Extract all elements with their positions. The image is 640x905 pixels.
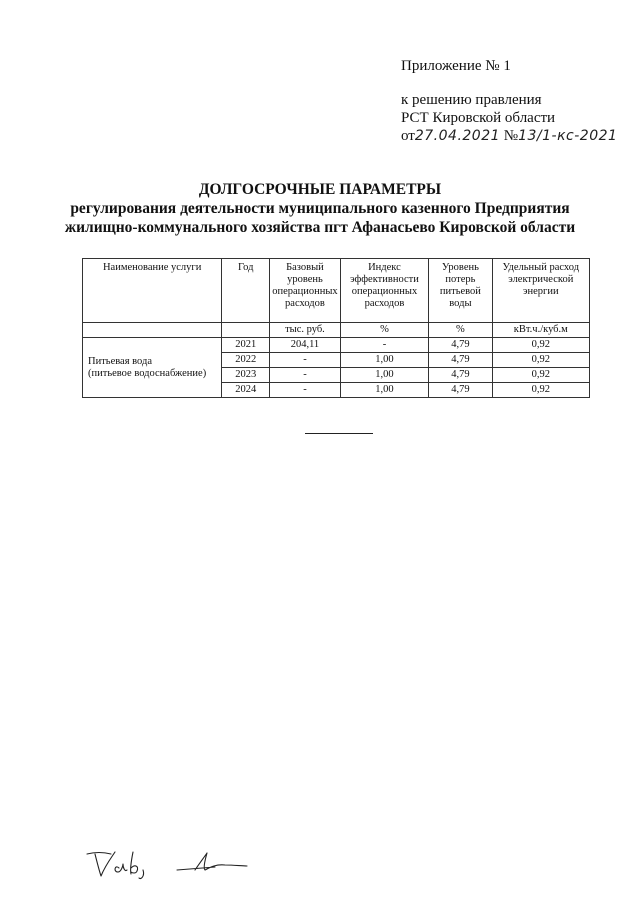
header-year: Год	[222, 259, 270, 323]
title-line-2: регулирования деятельности муниципального казенного Предприятия	[70, 200, 570, 217]
cell-loss: 4,79	[429, 338, 492, 353]
service-line-2: (питьевое водоснабжение)	[88, 367, 207, 379]
header-energy: Удельный расход электрической энергии	[492, 259, 589, 323]
unit-empty	[222, 323, 270, 338]
cell-energy: 0,92	[492, 353, 589, 368]
handwritten-number: 13/1-кс-2021	[518, 128, 618, 144]
decision-date-line	[401, 127, 617, 145]
cell-year: 2022	[222, 353, 270, 368]
cell-loss: 4,79	[429, 353, 492, 368]
service-line-1: Питьевая вода	[88, 355, 153, 367]
header-service: Наименование услуги	[83, 259, 222, 323]
cell-year: 2024	[222, 383, 270, 398]
cell-base: -	[270, 353, 340, 368]
table-row	[83, 338, 590, 353]
service-name	[83, 338, 222, 398]
decision-block	[401, 91, 617, 145]
cell-base: 204,11	[270, 338, 340, 353]
unit-loss: %	[429, 323, 492, 338]
handwritten-date: 27.04.2021	[414, 128, 501, 144]
signature-icon	[85, 848, 255, 880]
decision-line-1: к решению правления	[401, 92, 542, 108]
cell-index: -	[340, 338, 429, 353]
header-base: Базовый уровень операционных расходов	[270, 259, 340, 323]
cell-energy: 0,92	[492, 383, 589, 398]
cell-index: 1,00	[340, 383, 429, 398]
cell-index: 1,00	[340, 368, 429, 383]
title-line-3: жилищно-коммунального хозяйства пгт Афанасьево Кировской области	[64, 219, 576, 236]
unit-empty	[83, 323, 222, 338]
unit-index: %	[340, 323, 429, 338]
title-line-1: ДОЛГОСРОЧНЫЕ ПАРАМЕТРЫ	[198, 181, 442, 198]
cell-year: 2021	[222, 338, 270, 353]
units-row	[83, 323, 590, 338]
unit-base: тыс. руб.	[270, 323, 340, 338]
decision-line-2: РСТ Кировской области	[401, 110, 556, 126]
number-prefix: №	[503, 128, 519, 144]
header-index: Индекс эффективности операционных расходов	[340, 259, 429, 323]
parameters-table	[82, 258, 590, 398]
date-prefix: от	[401, 128, 415, 144]
cell-loss: 4,79	[429, 383, 492, 398]
cell-index: 1,00	[340, 353, 429, 368]
closing-rule	[305, 433, 373, 434]
cell-loss: 4,79	[429, 368, 492, 383]
table-header-row	[83, 259, 590, 323]
document-title	[0, 180, 640, 237]
cell-year: 2023	[222, 368, 270, 383]
cell-base: -	[270, 383, 340, 398]
appendix-label: Приложение № 1	[401, 58, 511, 74]
cell-energy: 0,92	[492, 338, 589, 353]
header-loss: Уровень потерь питьевой воды	[429, 259, 492, 323]
cell-base: -	[270, 368, 340, 383]
unit-energy: кВт.ч./куб.м	[492, 323, 589, 338]
cell-energy: 0,92	[492, 368, 589, 383]
